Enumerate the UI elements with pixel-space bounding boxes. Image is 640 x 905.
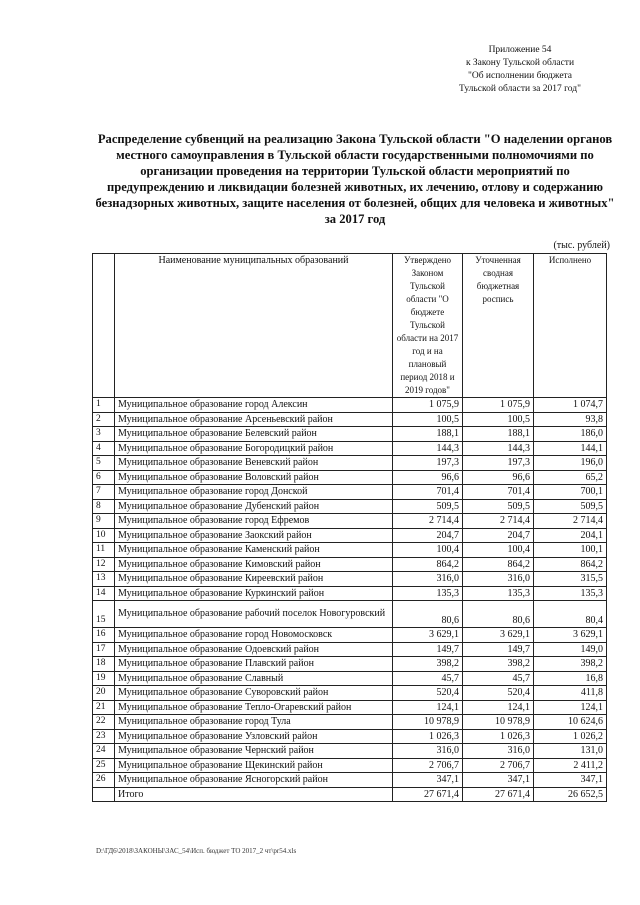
row-name: Муниципальное образование Узловский район bbox=[115, 729, 393, 744]
row-number: 8 bbox=[93, 499, 115, 514]
row-name: Муниципальное образование город Тула bbox=[115, 715, 393, 730]
row-name: Муниципальное образование Плавский район bbox=[115, 657, 393, 672]
row-executed: 65,2 bbox=[534, 470, 607, 485]
table-row bbox=[93, 671, 607, 686]
row-revised: 398,2 bbox=[463, 657, 534, 672]
row-approved: 509,5 bbox=[393, 499, 463, 514]
row-executed: 93,8 bbox=[534, 412, 607, 427]
row-executed: 144,1 bbox=[534, 441, 607, 456]
row-number: 12 bbox=[93, 557, 115, 572]
row-executed: 2 714,4 bbox=[534, 514, 607, 529]
row-revised: 135,3 bbox=[463, 586, 534, 601]
row-approved: 10 978,9 bbox=[393, 715, 463, 730]
row-revised: 1 075,9 bbox=[463, 398, 534, 413]
row-revised: 197,3 bbox=[463, 456, 534, 471]
table-row bbox=[93, 470, 607, 485]
appendix-line-3: "Об исполнении бюджета bbox=[467, 71, 573, 81]
row-name: Муниципальное образование Воловский район bbox=[115, 470, 393, 485]
row-revised: 316,0 bbox=[463, 572, 534, 587]
table-row bbox=[93, 686, 607, 701]
row-revised: 96,6 bbox=[463, 470, 534, 485]
row-approved: 316,0 bbox=[393, 572, 463, 587]
row-approved: 398,2 bbox=[393, 657, 463, 672]
row-number: 19 bbox=[93, 671, 115, 686]
row-name: Муниципальное образование Дубенский район bbox=[115, 499, 393, 514]
row-approved: 100,5 bbox=[393, 412, 463, 427]
row-revised: 520,4 bbox=[463, 686, 534, 701]
row-approved: 701,4 bbox=[393, 485, 463, 500]
row-name: Муниципальное образование рабочий поселок Новогуровский bbox=[115, 601, 393, 628]
row-executed: 149,0 bbox=[534, 642, 607, 657]
row-approved: 1 026,3 bbox=[393, 729, 463, 744]
row-executed: 100,1 bbox=[534, 543, 607, 558]
unit-label: (тыс. рублей) bbox=[553, 240, 610, 251]
row-number: 22 bbox=[93, 715, 115, 730]
row-name: Муниципальное образование Щекинский район bbox=[115, 758, 393, 773]
row-executed: 80,4 bbox=[534, 601, 607, 628]
row-approved: 1 075,9 bbox=[393, 398, 463, 413]
row-executed: 2 411,2 bbox=[534, 758, 607, 773]
header-executed: Исполнено bbox=[534, 254, 607, 398]
row-executed: 10 624,6 bbox=[534, 715, 607, 730]
row-executed: 135,3 bbox=[534, 586, 607, 601]
row-executed: 124,1 bbox=[534, 700, 607, 715]
total-executed: 26 652,5 bbox=[534, 787, 607, 802]
row-revised: 204,7 bbox=[463, 528, 534, 543]
table-row bbox=[93, 744, 607, 759]
row-name: Муниципальное образование Ясногорский район bbox=[115, 773, 393, 788]
row-number: 24 bbox=[93, 744, 115, 759]
row-number: 16 bbox=[93, 628, 115, 643]
row-approved: 144,3 bbox=[393, 441, 463, 456]
row-number: 3 bbox=[93, 427, 115, 442]
row-number: 15 bbox=[93, 601, 115, 628]
total-label: Итого bbox=[115, 787, 393, 802]
header-number bbox=[93, 254, 115, 398]
table-row bbox=[93, 514, 607, 529]
table-row bbox=[93, 729, 607, 744]
table-row bbox=[93, 456, 607, 471]
row-approved: 100,4 bbox=[393, 543, 463, 558]
row-revised: 80,6 bbox=[463, 601, 534, 628]
row-name: Муниципальное образование Одоевский район bbox=[115, 642, 393, 657]
row-number: 10 bbox=[93, 528, 115, 543]
row-executed: 700,1 bbox=[534, 485, 607, 500]
row-revised: 10 978,9 bbox=[463, 715, 534, 730]
row-name: Муниципальное образование Арсеньевский район bbox=[115, 412, 393, 427]
row-number: 14 bbox=[93, 586, 115, 601]
header-name: Наименование муниципальных образований bbox=[115, 254, 393, 398]
row-name: Муниципальное образование Чернский район bbox=[115, 744, 393, 759]
table-row bbox=[93, 657, 607, 672]
row-number: 11 bbox=[93, 543, 115, 558]
row-name: Муниципальное образование Тепло-Огаревский район bbox=[115, 700, 393, 715]
row-approved: 80,6 bbox=[393, 601, 463, 628]
row-executed: 204,1 bbox=[534, 528, 607, 543]
row-executed: 186,0 bbox=[534, 427, 607, 442]
table-row bbox=[93, 543, 607, 558]
row-number: 25 bbox=[93, 758, 115, 773]
row-name: Муниципальное образование Киреевский район bbox=[115, 572, 393, 587]
row-approved: 204,7 bbox=[393, 528, 463, 543]
row-approved: 520,4 bbox=[393, 686, 463, 701]
row-revised: 149,7 bbox=[463, 642, 534, 657]
table-header-row bbox=[93, 254, 607, 398]
row-number: 13 bbox=[93, 572, 115, 587]
row-approved: 197,3 bbox=[393, 456, 463, 471]
row-name: Муниципальное образование Богородицкий район bbox=[115, 441, 393, 456]
row-revised: 124,1 bbox=[463, 700, 534, 715]
table-body bbox=[93, 398, 607, 788]
table-row bbox=[93, 499, 607, 514]
row-number: 9 bbox=[93, 514, 115, 529]
table-row bbox=[93, 441, 607, 456]
table-row bbox=[93, 427, 607, 442]
table-row bbox=[93, 758, 607, 773]
row-revised: 2 706,7 bbox=[463, 758, 534, 773]
row-name: Муниципальное образование Веневский район bbox=[115, 456, 393, 471]
row-number: 2 bbox=[93, 412, 115, 427]
row-name: Муниципальное образование город Алексин bbox=[115, 398, 393, 413]
row-number: 21 bbox=[93, 700, 115, 715]
row-approved: 124,1 bbox=[393, 700, 463, 715]
row-name: Муниципальное образование Куркинский район bbox=[115, 586, 393, 601]
row-number: 23 bbox=[93, 729, 115, 744]
total-row bbox=[93, 787, 607, 802]
row-revised: 100,4 bbox=[463, 543, 534, 558]
subsidy-table bbox=[92, 253, 607, 802]
document-title: Распределение субвенций на реализацию Закона Тульской области "О наделении органов местного самоуправления в Тульской области государственными полномочиями по организации проведения на территории Тульской области мероприятий по предупреждению и ликвидации болезней животных, их лечению, отлову и содержанию безнадзорных животных, защите населения от болезней, общих для человека и животных" за 2017 год bbox=[95, 132, 615, 226]
row-name: Муниципальное образование город Донской bbox=[115, 485, 393, 500]
row-executed: 398,2 bbox=[534, 657, 607, 672]
row-approved: 149,7 bbox=[393, 642, 463, 657]
row-name: Муниципальное образование Белевский район bbox=[115, 427, 393, 442]
table-row bbox=[93, 557, 607, 572]
row-revised: 864,2 bbox=[463, 557, 534, 572]
appendix-line-1: Приложение 54 bbox=[488, 45, 552, 55]
appendix-line-4: Тульской области за 2017 год" bbox=[459, 84, 581, 94]
row-revised: 100,5 bbox=[463, 412, 534, 427]
table-row bbox=[93, 773, 607, 788]
file-path-footer: D:\ГД6\2018\ЗАКОНЫ\ЗАС_54\Исп. бюджет ТО 2017_2 чт\pr54.xls bbox=[96, 847, 297, 855]
row-name: Муниципальное образование город Ефремов bbox=[115, 514, 393, 529]
row-approved: 135,3 bbox=[393, 586, 463, 601]
row-revised: 316,0 bbox=[463, 744, 534, 759]
table-row bbox=[93, 601, 607, 628]
row-revised: 144,3 bbox=[463, 441, 534, 456]
total-approved: 27 671,4 bbox=[393, 787, 463, 802]
row-number: 7 bbox=[93, 485, 115, 500]
row-executed: 131,0 bbox=[534, 744, 607, 759]
row-approved: 188,1 bbox=[393, 427, 463, 442]
row-number: 1 bbox=[93, 398, 115, 413]
row-name: Муниципальное образование Кимовский район bbox=[115, 557, 393, 572]
row-number: 5 bbox=[93, 456, 115, 471]
row-executed: 315,5 bbox=[534, 572, 607, 587]
row-approved: 2 706,7 bbox=[393, 758, 463, 773]
table-row bbox=[93, 485, 607, 500]
row-revised: 509,5 bbox=[463, 499, 534, 514]
row-revised: 1 026,3 bbox=[463, 729, 534, 744]
row-approved: 347,1 bbox=[393, 773, 463, 788]
appendix-block bbox=[420, 44, 620, 96]
row-executed: 411,8 bbox=[534, 686, 607, 701]
row-executed: 864,2 bbox=[534, 557, 607, 572]
table-row bbox=[93, 642, 607, 657]
row-executed: 509,5 bbox=[534, 499, 607, 514]
row-revised: 3 629,1 bbox=[463, 628, 534, 643]
row-number: 18 bbox=[93, 657, 115, 672]
row-approved: 864,2 bbox=[393, 557, 463, 572]
total-number bbox=[93, 787, 115, 802]
row-approved: 96,6 bbox=[393, 470, 463, 485]
row-number: 20 bbox=[93, 686, 115, 701]
row-revised: 45,7 bbox=[463, 671, 534, 686]
row-name: Муниципальное образование Суворовский район bbox=[115, 686, 393, 701]
row-number: 6 bbox=[93, 470, 115, 485]
row-revised: 188,1 bbox=[463, 427, 534, 442]
row-name: Муниципальное образование Славный bbox=[115, 671, 393, 686]
table-row bbox=[93, 700, 607, 715]
row-executed: 3 629,1 bbox=[534, 628, 607, 643]
table-row bbox=[93, 412, 607, 427]
row-number: 17 bbox=[93, 642, 115, 657]
header-revised: Уточненная сводная бюджетная роспись bbox=[463, 254, 534, 398]
row-revised: 701,4 bbox=[463, 485, 534, 500]
table-row bbox=[93, 528, 607, 543]
header-approved: Утверждено Законом Тульской области "О бюджете Тульской области на 2017 год и на плановый период 2018 и 2019 годов" bbox=[393, 254, 463, 398]
table-row bbox=[93, 628, 607, 643]
row-approved: 2 714,4 bbox=[393, 514, 463, 529]
appendix-line-2: к Закону Тульской области bbox=[465, 58, 575, 68]
row-approved: 45,7 bbox=[393, 671, 463, 686]
row-number: 4 bbox=[93, 441, 115, 456]
table-row bbox=[93, 586, 607, 601]
row-executed: 1 026,2 bbox=[534, 729, 607, 744]
row-name: Муниципальное образование Заокский район bbox=[115, 528, 393, 543]
row-approved: 3 629,1 bbox=[393, 628, 463, 643]
row-approved: 316,0 bbox=[393, 744, 463, 759]
row-executed: 1 074,7 bbox=[534, 398, 607, 413]
table-row bbox=[93, 715, 607, 730]
row-revised: 347,1 bbox=[463, 773, 534, 788]
row-name: Муниципальное образование Каменский район bbox=[115, 543, 393, 558]
row-executed: 16,8 bbox=[534, 671, 607, 686]
row-number: 26 bbox=[93, 773, 115, 788]
row-name: Муниципальное образование город Новомосковск bbox=[115, 628, 393, 643]
row-executed: 196,0 bbox=[534, 456, 607, 471]
total-revised: 27 671,4 bbox=[463, 787, 534, 802]
table-row bbox=[93, 572, 607, 587]
table-row bbox=[93, 398, 607, 413]
row-revised: 2 714,4 bbox=[463, 514, 534, 529]
row-executed: 347,1 bbox=[534, 773, 607, 788]
